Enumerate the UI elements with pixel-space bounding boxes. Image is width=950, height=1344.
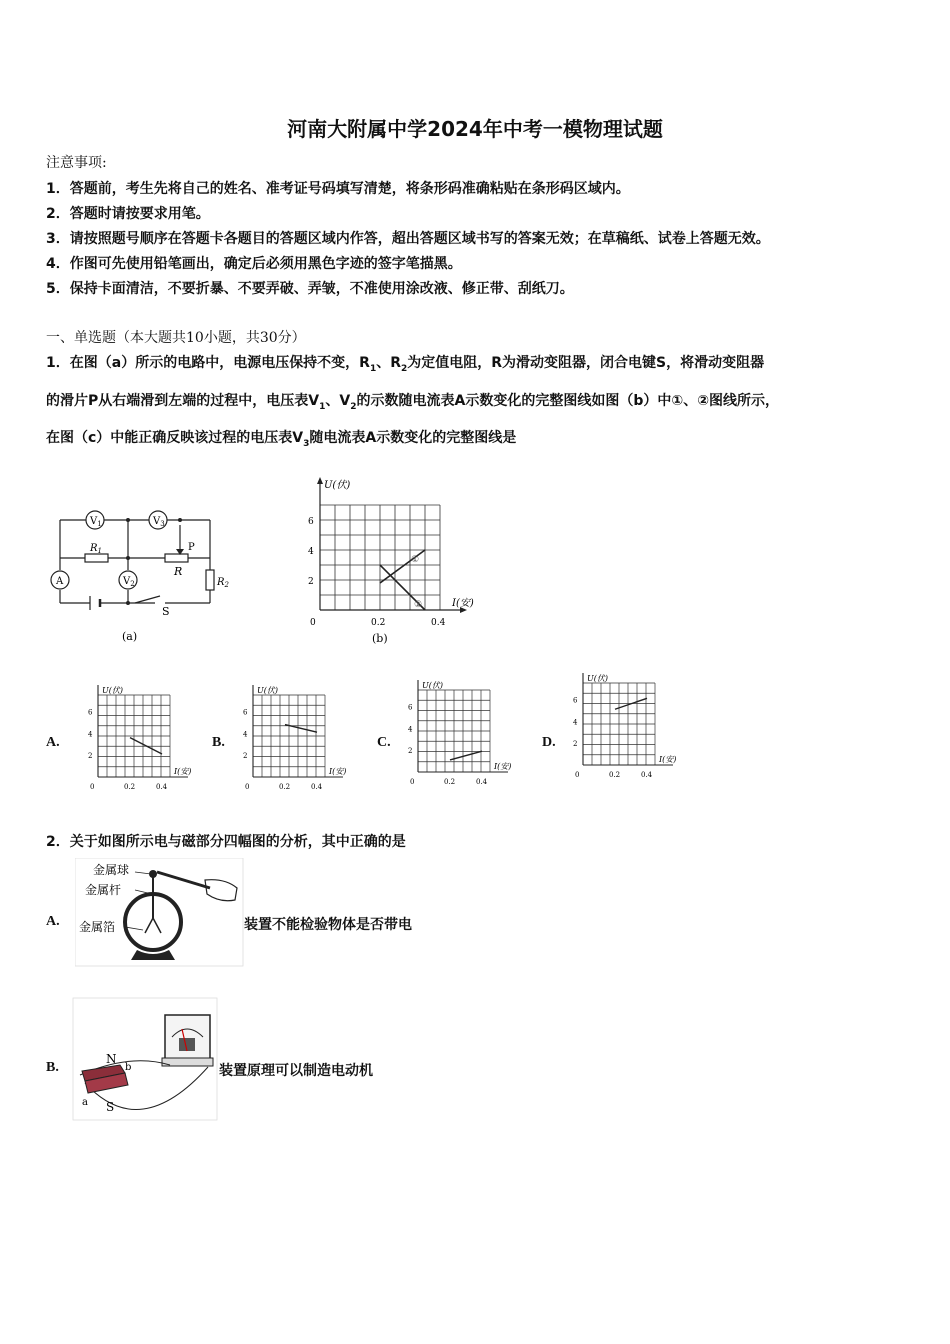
- option-graph-xtick: 0.2: [444, 778, 456, 786]
- graph-b-origin: 0: [310, 618, 316, 628]
- page-title: 河南大附属中学2024年中考一模物理试题: [287, 117, 663, 141]
- metal-rod-label: 金属杆: [85, 883, 122, 897]
- option-graph-ytick: 4: [408, 725, 413, 734]
- q2-stem: 2．关于如图所示电与磁部分四幅图的分析，其中正确的是: [46, 834, 406, 850]
- option-c-label[interactable]: C.: [377, 735, 391, 750]
- option-b-label[interactable]: B.: [212, 735, 225, 750]
- option-graph-origin: 0: [245, 783, 250, 791]
- s-label: S: [162, 605, 170, 618]
- v2-label: $V_2$: [123, 576, 135, 588]
- option-graph-xtick: 0.2: [279, 783, 291, 791]
- electroscope-figure: [75, 858, 245, 968]
- graph-b-xtick-02: 0.2: [371, 618, 386, 628]
- q2-option-a-text: 装置不能检验物体是否带电: [244, 917, 412, 933]
- magnet-s-label: S: [106, 1100, 115, 1114]
- notice-heading: 注意事项:: [46, 155, 107, 171]
- option-graph-ylabel: U(伏): [587, 674, 608, 683]
- hand-icon: [205, 880, 237, 901]
- option-graph-xtick: 0.4: [476, 778, 488, 786]
- section-heading: 一、单选题（本大题共10小题，共30分）: [46, 330, 306, 346]
- option-graph-xtick: 0.4: [156, 783, 168, 791]
- option-graph-ytick: 6: [88, 708, 93, 717]
- option-graph-ytick: 4: [88, 730, 93, 739]
- rheostat-r: [165, 554, 188, 562]
- option-graph-ytick: 2: [243, 752, 248, 761]
- option-graph-ytick: 6: [573, 696, 578, 705]
- p-label: P: [188, 542, 195, 553]
- option-c-graph[interactable]: [400, 675, 525, 790]
- option-graph-origin: 0: [575, 771, 580, 779]
- graph-b-ytick-4: 4: [308, 547, 314, 557]
- r-label: R: [174, 565, 183, 578]
- option-graph-xlabel: I(安): [329, 767, 347, 776]
- resistor-r1: [85, 554, 108, 562]
- wire-a-label: a: [82, 1097, 88, 1108]
- q1-line-2: 的滑片P从右端滑到左端的过程中，电压表$V_1$、$V_2$的示数随电流表A示数变化的完整图线如图（b）中①、②图线所示，: [46, 393, 780, 412]
- option-graph-ylabel: U(伏): [102, 686, 123, 695]
- option-d-label[interactable]: D.: [542, 735, 556, 750]
- notice-item-2: 2．答题时请按要求用笔。: [46, 206, 210, 222]
- option-graph-ytick: 4: [243, 730, 248, 739]
- graph-b-line1-label: ①: [411, 555, 420, 565]
- option-graph-xlabel: I(安): [174, 767, 192, 776]
- option-graph-ytick: 6: [408, 703, 413, 712]
- option-graph-ytick: 2: [573, 740, 578, 749]
- graph-b: [300, 470, 490, 645]
- q1-line-3: 在图（c）中能正确反映该过程的电压表$V_3$随电流表A示数变化的完整图线是: [46, 430, 517, 449]
- glass-rod-icon: [157, 872, 210, 888]
- option-graph-xtick: 0.4: [311, 783, 323, 791]
- ammeter-label: A: [56, 576, 64, 587]
- option-graph-xlabel: I(安): [494, 762, 512, 771]
- r2-label: $R_2$: [217, 577, 229, 589]
- option-graph-ytick: 6: [243, 708, 248, 717]
- resistor-r2: [206, 570, 214, 590]
- v3-label: $V_3$: [153, 516, 165, 528]
- option-graph-xtick: 0.4: [641, 771, 653, 779]
- r1-label: $R_1$: [90, 543, 102, 555]
- q2-option-b-label[interactable]: B.: [46, 1060, 59, 1075]
- option-graph-origin: 0: [410, 778, 415, 786]
- metal-ball-label: 金属球: [93, 863, 130, 877]
- circuit-caption: (a): [122, 630, 138, 643]
- galvanometer-icon: [165, 1015, 210, 1060]
- option-d-graph[interactable]: [565, 668, 700, 793]
- notice-item-5: 5．保持卡面清洁，不要折暴、不要弄破、弄皱，不准使用涂改液、修正带、刮纸刀。: [46, 281, 574, 297]
- graph-b-ytick-2: 2: [308, 577, 314, 587]
- circuit-diagram-a: [40, 495, 230, 645]
- option-a-label[interactable]: A.: [46, 735, 60, 750]
- v1-label: $V_1$: [90, 516, 102, 528]
- graph-b-ylabel: U(伏): [324, 480, 351, 491]
- q2-option-a-label[interactable]: A.: [46, 914, 60, 929]
- option-graph-xlabel: I(安): [659, 755, 677, 764]
- notice-item-1: 1．答题前，考生先将自己的姓名、准考证号码填写清楚，将条形码准确粘贴在条形码区域内。: [46, 181, 630, 197]
- notice-item-4: 4．作图可先使用铅笔画出，确定后必须用黑色字迹的签字笔描黑。: [46, 256, 462, 272]
- option-graph-line: [450, 751, 482, 760]
- graph-b-xtick-04: 0.4: [431, 618, 446, 628]
- notice-item-3: 3．请按照题号顺序在答题卡各题目的答题区域内作答，超出答题区域书写的答案无效；在草稿纸、试卷上答题无效。: [46, 231, 770, 247]
- graph-b-caption: (b): [372, 632, 388, 645]
- option-graph-xtick: 0.2: [609, 771, 621, 779]
- option-graph-ytick: 2: [88, 752, 93, 761]
- q2-option-b-text: 装置原理可以制造电动机: [219, 1063, 373, 1079]
- graph-b-ytick-6: 6: [308, 517, 314, 527]
- graph-b-line2-label: ②: [414, 600, 423, 610]
- q1-line-1: 1．在图（a）所示的电路中，电源电压保持不变，$R_1$、$R_2$为定值电阻，R为滑动变阻器，闭合电键S，将滑动变阻器: [46, 355, 765, 374]
- option-graph-ylabel: U(伏): [257, 686, 278, 695]
- option-graph-ylabel: U(伏): [422, 681, 443, 690]
- option-graph-ytick: 4: [573, 718, 578, 727]
- option-graph-line: [130, 738, 162, 754]
- wire-b-label: b: [125, 1062, 132, 1073]
- induction-figure: [70, 993, 220, 1123]
- metal-foil-label: 金属箔: [79, 920, 116, 934]
- graph-b-xlabel: I(安): [452, 598, 474, 609]
- option-b-graph[interactable]: [235, 680, 360, 795]
- option-graph-ytick: 2: [408, 747, 413, 756]
- option-graph-origin: 0: [90, 783, 95, 791]
- magnet-n-label: N: [106, 1052, 117, 1066]
- option-a-graph[interactable]: [80, 680, 205, 795]
- option-graph-xtick: 0.2: [124, 783, 136, 791]
